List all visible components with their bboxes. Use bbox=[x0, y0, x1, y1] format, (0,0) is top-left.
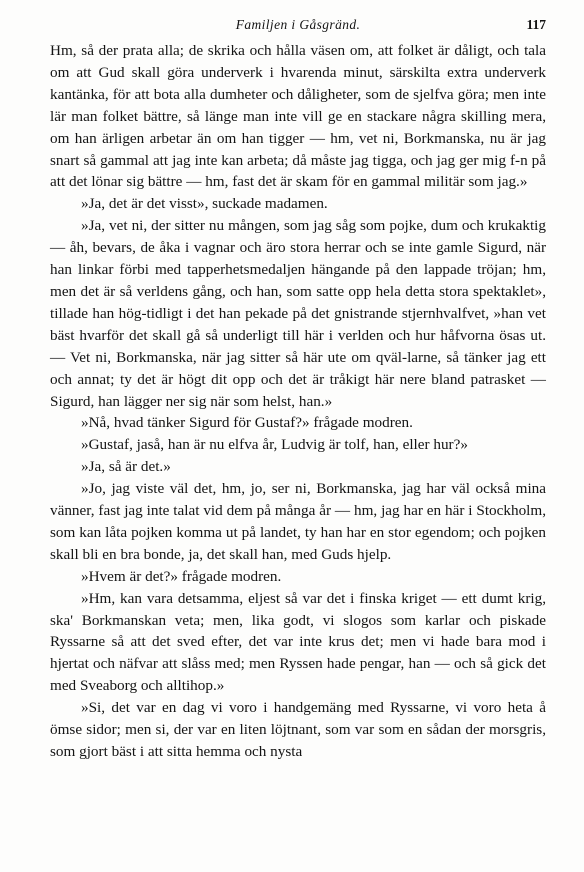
paragraph: »Gustaf, jaså, han är nu elfva år, Ludvig är tolf, han, eller hur?» bbox=[81, 436, 468, 454]
running-title: Familjen i Gåsgränd. bbox=[235, 17, 361, 32]
paragraph: Hm, så der prata alla; de skrika och hålla väsen om, att folket är dåligt, och tala om att Gud skall göra underverk i hvarenda minut, särskilta extra underverk kantänka, för att bota alla dumheter och dåligheter, som de sjelfva göra; men inte lär man folket bättre, så länge man inte vill ge en stackare några skilling mera, om han ärligen arbetar än om han tigger — hm, vet ni, Borkmanska, nu är jag snart så gammal att jag inte kan arbeta; då måste jag tigga, och jag ger mig f-n på att det lönar sig bättre — hm, fast det är skam för en gammal militär som jag.» bbox=[50, 42, 546, 191]
paragraph: »Hvem är det?» frågade modren. bbox=[81, 567, 282, 585]
paragraph: »Nå, hvad tänker Sigurd för Gustaf?» frågade modren. bbox=[81, 414, 413, 432]
body-text bbox=[50, 40, 546, 763]
paragraph: »Hm, kan vara detsamma, eljest så var det i finska kriget — ett dumt krig, ska' Borkmanskan veta; men, lika godt, vi slogos som karlar och piskade Ryssarne så att det sved efter, det var inte krus det; men vi hade bara mod i hjertat och näfvar att slåss med; men Ryssen hade pengar, han — och så gick det med Sveaborg och alltihop.» bbox=[50, 589, 546, 695]
paragraph: »Ja, så är det.» bbox=[81, 458, 171, 476]
page-number: 117 bbox=[526, 17, 546, 32]
page-header bbox=[50, 17, 546, 37]
paragraph: »Si, det var en dag vi voro i handgemäng med Ryssarne, vi voro heta å ömse sidor; men si, der var en liten löjtnant, som var som en sådan der morsgris, som gjort bäst i att sitta hemma och nysta bbox=[50, 699, 546, 760]
paragraph: »Jo, jag viste väl det, hm, jo, ser ni, Borkmanska, jag har väl också mina vänner, fast jag inte talat vid dem på många år — hm, jag har en här i Stockholm, som kan låta pojken komma ut på landet, ty han har en stor egendom; och pojken skall bli en bra bonde, ja, det skall han, med Guds hjelp. bbox=[50, 480, 546, 563]
paragraph: »Ja, vet ni, der sitter nu mången, som jag såg som pojke, dum och krukaktig — åh, bevars, de åka i vagnar och äro stora herrar och se inte gamle Sigurd, när han linkar förbi med tapperhetsmedaljen hängande på den lappade tröjan; hm, men det är så verldens gång, och han, som satte opp hela detta stora spektaklet», tillade han hög-tidligt i det han pekade på det gnistrande stjernhvalfvet, »han vet bäst hvarför det skall gå så underligt till här i verlden och hur håfvorna ösas ut. — Vet ni, Borkmanska, när jag sitter så här ute om qväl-larne, så tänker jag ett och annat; ty det är högt dit opp och det är tråkigt här nere bland patrasket — Sigurd, han lägger ner sig när som helst, han.» bbox=[50, 217, 546, 410]
paragraph: »Ja, det är det visst», suckade madamen. bbox=[81, 195, 328, 213]
